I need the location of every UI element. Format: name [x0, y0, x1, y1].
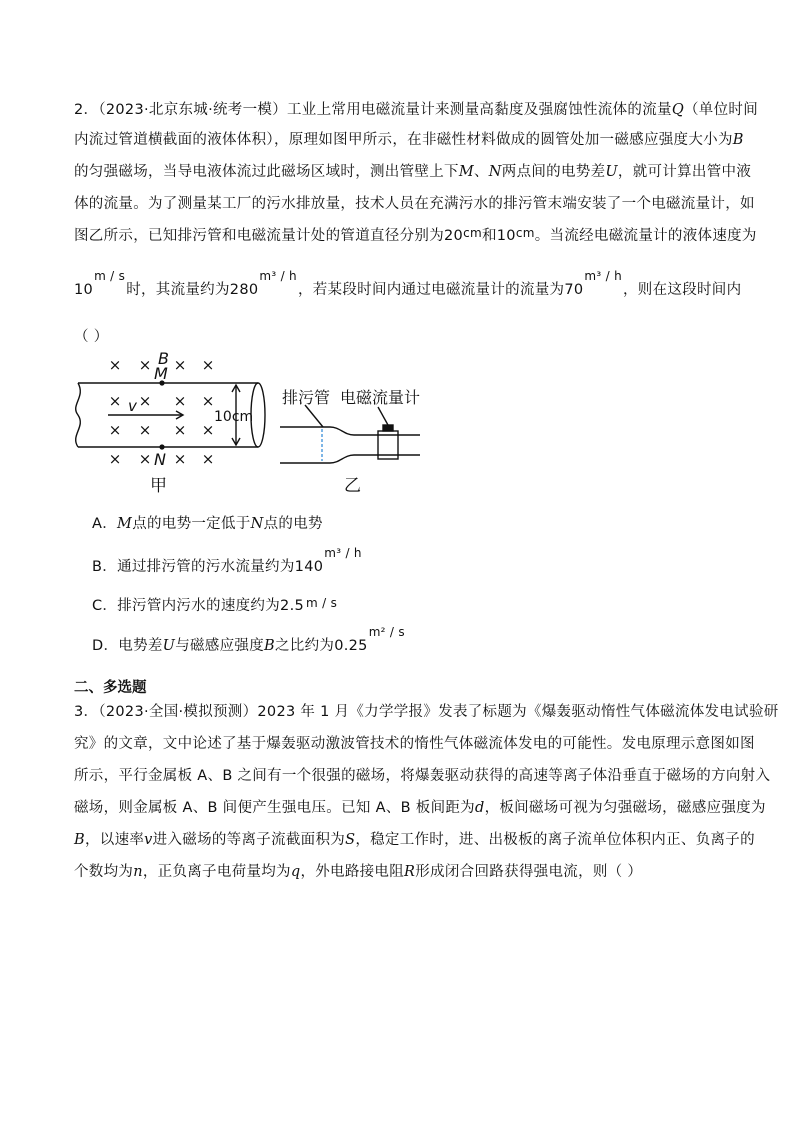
- label-v: v: [128, 397, 137, 415]
- question-source: （2023·全国·模拟预测）: [98, 704, 258, 720]
- cross-mark: ×: [201, 356, 215, 374]
- answer-blank: （ ）: [74, 329, 109, 345]
- sewer-pipe-bottom: [280, 455, 420, 463]
- unit-ms: m / s: [94, 269, 126, 283]
- q3-line-2: [74, 732, 755, 753]
- label-pipe: 排污管: [282, 388, 331, 407]
- q2-text: 体的流量。为了测量某工厂的污水排放量，技术人员在充满污水的排污管末端安装了一个电磁流量计，如: [74, 196, 755, 212]
- option-unit: m / s: [306, 596, 338, 610]
- cross-mark: ×: [108, 421, 122, 439]
- unit-cm: cm: [463, 226, 482, 240]
- cross-mark: ×: [201, 421, 215, 439]
- meter-pointer-line: [378, 407, 388, 425]
- option-value: 2.5: [280, 598, 305, 614]
- figure-area: [0, 345, 800, 495]
- symbol-n-lower: n: [133, 864, 143, 880]
- q2-text: 时，其流量约为: [126, 282, 230, 298]
- option-text: 点的电势: [263, 516, 323, 532]
- q2-text: （单位时间: [684, 102, 758, 118]
- symbol-q-lower: q: [290, 864, 301, 880]
- symbol-u: U: [605, 164, 618, 180]
- q3-text: 个数均为: [74, 864, 134, 880]
- option-c: [92, 594, 337, 615]
- cross-mark: ×: [138, 421, 152, 439]
- symbol-n: N: [250, 516, 264, 532]
- unit-m3h: m³ / h: [259, 269, 297, 283]
- velocity-value: 10: [74, 282, 94, 298]
- symbol-n: N: [488, 164, 502, 180]
- unit-cm: cm: [515, 226, 535, 240]
- q2-text: 工业上常用电磁流量计来测量高黏度及强腐蚀性流体的流量: [287, 102, 672, 118]
- question-source: （2023·北京东城·统考一模）: [98, 102, 287, 118]
- cross-mark: ×: [201, 392, 215, 410]
- symbol-q: Q: [671, 102, 684, 118]
- option-key: B．: [92, 559, 118, 575]
- label-10cm: 10cm: [214, 409, 254, 425]
- sewer-pipe-top: [280, 427, 420, 435]
- q2-line-6: [74, 269, 742, 299]
- flow-meter-top: [383, 425, 393, 431]
- q2-text: 和: [481, 228, 497, 244]
- cross-mark: ×: [173, 450, 187, 468]
- option-text: 与磁感应强度: [175, 638, 265, 654]
- q3-line-6: [74, 860, 642, 881]
- flow-value-2: 70: [564, 282, 584, 298]
- cross-mark: ×: [138, 356, 152, 374]
- cross-mark: ×: [108, 450, 122, 468]
- q2-text: 。当流经电磁流量计的液体速度为: [534, 228, 757, 244]
- q3-text: ，外电路接电阻: [300, 864, 405, 880]
- option-text: 电势差: [118, 638, 163, 654]
- q2-blank: [74, 325, 109, 346]
- q3-line-3: [74, 764, 770, 785]
- option-key: C．: [92, 598, 118, 614]
- symbol-b: B: [74, 832, 85, 848]
- q3-text: ，正负离子电荷量均为: [142, 864, 291, 880]
- symbol-b: B: [264, 638, 275, 654]
- q2-line-2: [74, 128, 744, 149]
- q3-text: 究》的文章，文中论述了基于爆轰驱动激波管技术的惰性气体磁流体发电的可能性。发电原理示意图如图: [74, 736, 755, 752]
- cross-mark: ×: [201, 450, 215, 468]
- q2-text: ，就可计算出管中液: [617, 164, 752, 180]
- symbol-r: R: [404, 864, 416, 880]
- question-number: 2．: [74, 102, 99, 118]
- diameter-1: 20: [444, 228, 464, 244]
- option-a: [92, 512, 323, 533]
- q3-text: 磁场，则金属板 A、B 间便产生强电压。已知 A、B 板间距为: [74, 800, 475, 816]
- q3-text: 所示，平行金属板 A、B 之间有一个很强的磁场，将爆轰驱动获得的高速等离子体沿垂直于磁场的方向射入: [74, 768, 771, 784]
- unit-m3h: m³ / h: [584, 269, 622, 283]
- flow-value-1: 280: [229, 282, 259, 298]
- q3-text: ，稳定工作时，进、出极板的离子流单位体积内正、负离子的: [355, 832, 755, 848]
- q2-text: 图乙所示，已知排污管和电磁流量计处的管道直径分别为: [74, 228, 444, 244]
- option-text: 之比约为: [274, 638, 335, 654]
- cross-mark: ×: [173, 421, 187, 439]
- symbol-u: U: [162, 638, 176, 654]
- q3-text: 形成闭合回路获得强电流，则（ ）: [415, 864, 643, 880]
- symbol-d: d: [474, 800, 485, 816]
- option-text: 通过排污管的污水流量约为: [117, 559, 295, 575]
- q3-text: ，板间磁场可视为匀强磁场，磁感应强度为: [484, 800, 766, 816]
- option-value: 140: [294, 559, 324, 575]
- question-number: 3．: [74, 704, 99, 720]
- q3-text: 进入磁场的等离子流截面积为: [152, 832, 346, 848]
- symbol-b: B: [732, 132, 744, 148]
- label-n: N: [154, 450, 166, 469]
- q3-line-1: [74, 700, 779, 721]
- option-d: [92, 625, 406, 655]
- cross-mark: ×: [108, 356, 122, 374]
- symbol-s: S: [345, 832, 356, 848]
- option-value: 0.25: [334, 638, 368, 654]
- cross-mark: ×: [138, 392, 152, 410]
- symbol-m: M: [458, 164, 474, 180]
- label-meter: 电磁流量计: [340, 388, 421, 407]
- q2-line-5: [74, 224, 757, 245]
- point-n: [159, 444, 164, 449]
- diameter-2: 10: [496, 228, 516, 244]
- q2-text: 的匀强磁场，当导电液体流过此磁场区域时，测出管壁上下: [74, 164, 459, 180]
- symbol-m: M: [117, 516, 133, 532]
- option-unit: m³ / h: [324, 546, 362, 560]
- label-b: B: [158, 349, 169, 368]
- q3-line-5: [74, 828, 755, 849]
- q2-line-3: [74, 160, 751, 181]
- symbol-v: v: [144, 832, 153, 848]
- caption-jia: 甲: [150, 476, 167, 495]
- option-text: 排污管内污水的速度约为: [117, 598, 281, 614]
- pipe-pointer-line: [305, 405, 323, 427]
- cross-mark: ×: [173, 356, 187, 374]
- cross-mark: ×: [138, 450, 152, 468]
- option-b: [92, 546, 363, 576]
- cross-mark: ×: [108, 392, 122, 410]
- label-m: M: [154, 364, 168, 383]
- option-unit: m² / s: [368, 625, 405, 639]
- q2-text: 两点间的电势差: [501, 164, 606, 180]
- q2-line-4: [74, 192, 755, 213]
- option-key: D．: [92, 638, 119, 654]
- q3-text: ，以速率: [84, 832, 145, 848]
- option-text: 点的电势一定低于: [132, 516, 251, 532]
- pipe-left-break: [76, 383, 81, 447]
- q2-line-1: [74, 98, 758, 119]
- q3-line-4: [74, 796, 766, 817]
- q2-text: ，若某段时间内通过电磁流量计的流量为: [297, 282, 565, 298]
- q3-text: 2023 年 1 月《力学学报》发表了标题为《爆轰驱动惰性气体磁流体发电试验研: [257, 704, 779, 720]
- q2-text: ，则在这段时间内: [623, 282, 742, 298]
- caption-yi: 乙: [344, 476, 361, 495]
- option-key: A．: [92, 516, 118, 532]
- cross-mark: ×: [173, 392, 187, 410]
- q2-text: 内流过管道横截面的液体体积），原理如图甲所示，在非磁性材料做成的圆管处加一磁感应强度大小为: [74, 132, 733, 148]
- q2-text: 、: [473, 164, 489, 180]
- figure-yi: [280, 405, 420, 463]
- section-title: 二、多选题: [74, 680, 147, 696]
